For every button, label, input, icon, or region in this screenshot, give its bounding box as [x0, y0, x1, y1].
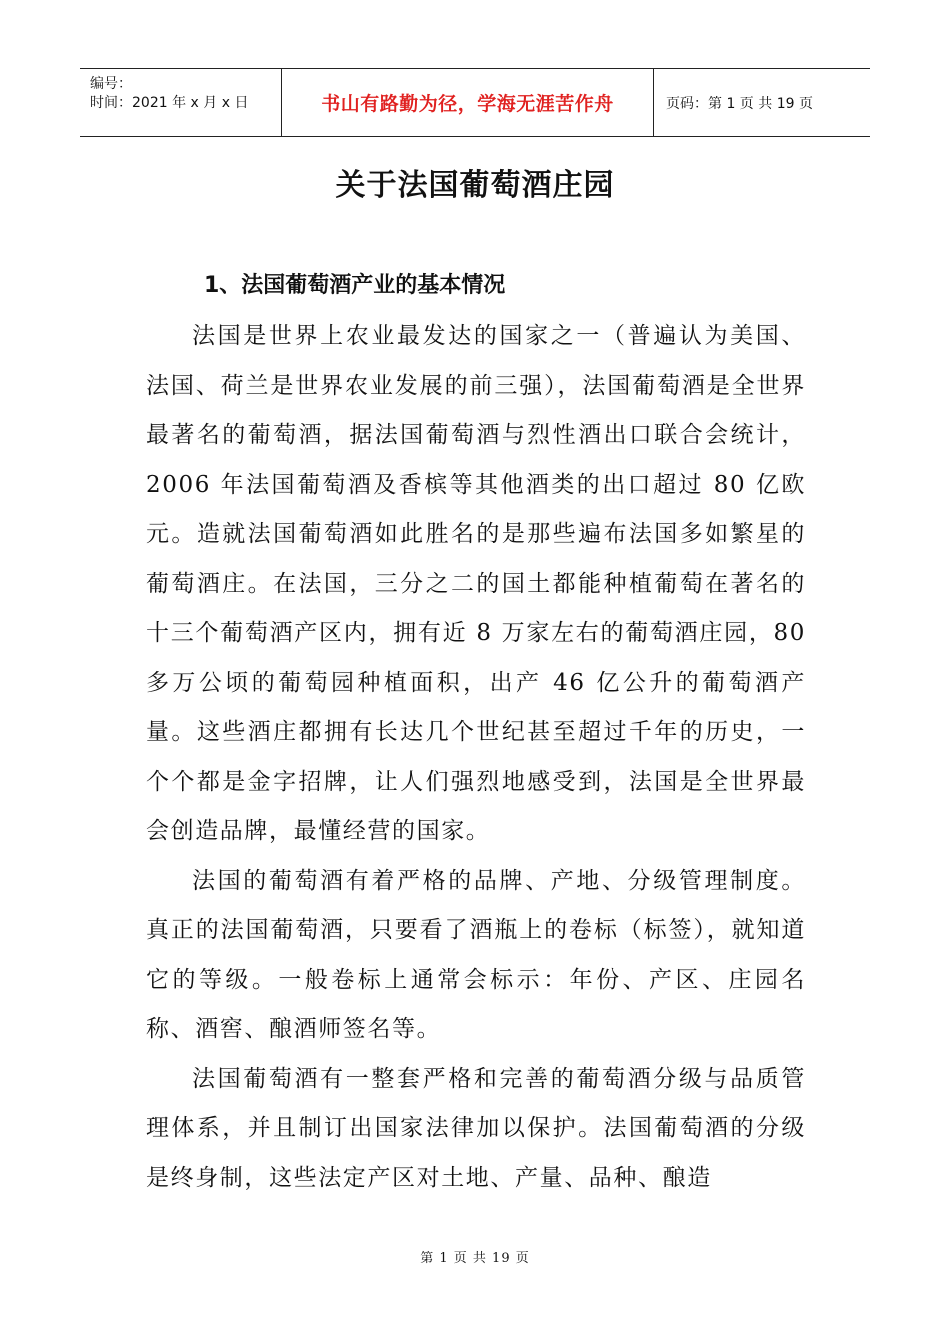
header-page-cell [654, 69, 870, 136]
time-label: 时间：2021 年 x 月 x 日 [90, 95, 249, 111]
paragraph: 法国的葡萄酒有着严格的品牌、产地、分级管理制度。真正的法国葡萄酒，只要看了酒瓶上的卷标（标签），就知道它的等级。一般卷标上通常会标示：年份、产区、庄园名称、酒窖、酿酒师签名等。 [146, 867, 806, 1042]
page-info: 页码：第 1 页 共 19 页 [666, 95, 813, 112]
header-motto-cell [282, 69, 654, 136]
number-label: 编号： [90, 76, 132, 92]
document-title: 关于法国葡萄酒庄园 [335, 168, 615, 203]
paragraph: 法国葡萄酒有一整套严格和完善的葡萄酒分级与品质管理体系，并且制订出国家法律加以保护。法国葡萄酒的分级是终身制，这些法定产区对土地、产量、品种、酿造 [146, 1065, 806, 1191]
motto-text: 书山有路勤为径，学海无涯苦作舟 [321, 93, 614, 115]
page-footer: 第 1 页 共 19 页 [420, 1251, 530, 1266]
document-header [80, 68, 870, 137]
header-meta-cell [80, 69, 282, 136]
body-text [146, 312, 806, 1203]
paragraph: 法国是世界上农业最发达的国家之一（普遍认为美国、法国、荷兰是世界农业发展的前三强），法国葡萄酒是全世界最著名的葡萄酒，据法国葡萄酒与烈性酒出口联合会统计，2006 年法国葡萄酒及香槟等其他酒类的出口超过 80 亿欧元。造就法国葡萄酒如此胜名的是那些遍布法国多如繁星的葡萄酒庄。在法国，三分之二的国土都能种植葡萄在著名的十三个葡萄酒产区内，拥有近 8 万家左右的葡萄酒庄园，80 多万公顷的葡萄园种植面积，出产 46 亿公升的葡萄酒产量。这些酒庄都拥有长达几个世纪甚至超过千年的历史，一个个都是金字招牌，让人们强烈地感受到，法国是全世界最会创造品牌，最懂经营的国家。 [146, 323, 806, 844]
section-heading: 1、法国葡萄酒产业的基本情况 [204, 273, 506, 298]
